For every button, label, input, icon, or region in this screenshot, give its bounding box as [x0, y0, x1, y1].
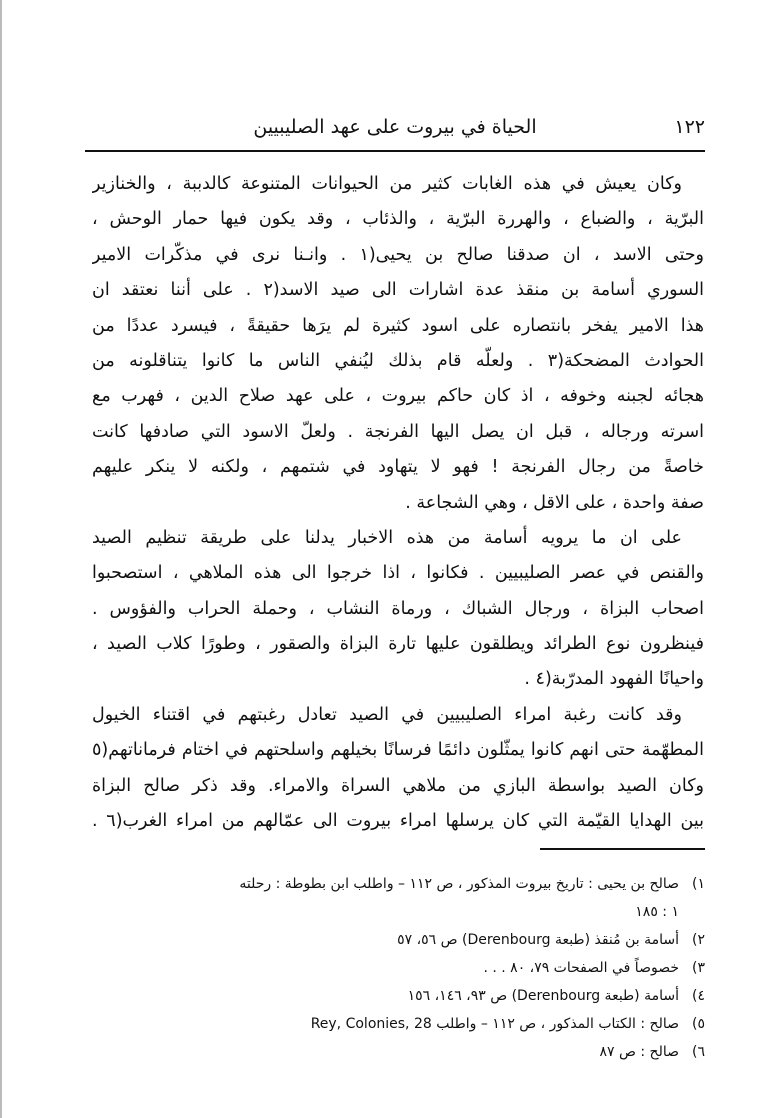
body-line: هجائه لجبنه وخوفه ، اذ كان حاكم بيروت ، على عهد صلاح الدين ، فهرب مع [92, 386, 704, 407]
footnote-number: ٦) [692, 1044, 705, 1060]
body-line: السوري أسامة بن منقذ عدة اشارات الى صيد الاسد(٢ . على أننا نعتقد ان [92, 280, 704, 301]
footnote-number: ٥) [692, 1016, 705, 1032]
body-line: المطهّمة حتى انهم كانوا يمثّلون دائمًا فرسانًا بخيلهم واسلحتهم في اختام فرماناتهم(٥ [92, 740, 704, 761]
body-line: وحتى الاسد ، ان صدقنا صالح بن يحيى(١ . وانـنا نرى في مذكّرات الامير [92, 244, 704, 265]
header-rule [85, 150, 705, 152]
body-line: هذا الامير يفخر بانتصاره على اسود كثيرة لم يرَها حقيقةً ، فيسرد عددًا من [92, 315, 704, 336]
footnote-text: صالح بن يحيى : تاريخ بيروت المذكور ، ص ١١٢ – واطلب ابن بطوطة : رحلته [239, 876, 679, 892]
page-number: ١٢٢ [674, 116, 705, 138]
footnote-text: خصوصاً في الصفحات ٧٩، ٨٠ . . . [483, 960, 679, 976]
scan-edge [0, 0, 2, 1118]
footnote-continuation: ١ : ١٨٥ [635, 904, 679, 920]
body-line: وكان يعيش في هذه الغابات كثير من الحيوانات المتنوعة كالدببة ، والخنازير [92, 174, 682, 194]
running-header [85, 116, 705, 144]
footnote-text: صالح : الكتاب المذكور ، ص ١١٢ – واطلب Rey, Colonies, 28 [310, 1016, 679, 1032]
body-line: بين الهدايا القيّمة التي كان يرسلها امراء بيروت الى عمّالهم من امراء الغرب(٦ . [92, 811, 704, 832]
footnote [85, 1038, 705, 1066]
footnote-text: صالح : ص ٨٧ [599, 1044, 679, 1060]
body-line: صفة واحدة ، على الاقل ، وهي الشجاعة . [405, 492, 704, 513]
footnote-number: ٢) [692, 932, 705, 948]
footnote-number: ٤) [692, 988, 705, 1004]
body-line: والقنص في عصر الصليبيين . فكانوا ، اذا خرجوا الى هذه الملاهي ، استصحبوا [92, 563, 704, 584]
body-line: الحوادث المضحكة(٣ . ولعلّه قام بذلك ليُنفي الناس ما كانوا يتناقلونه من [92, 350, 704, 371]
body-line: واحيانًا الفهود المدرّبة(٤ . [524, 669, 704, 690]
footnotes [85, 870, 705, 1066]
footnote [85, 982, 705, 1010]
body-line: اصحاب البزاة ، ورجال الشباك ، ورماة النشاب ، وحملة الحراب والفؤوس . [92, 598, 704, 619]
body-line: فينظرون نوع الطرائد ويطلقون عليها تارة البزاة والصقور ، وطورًا كلاب الصيد ، [92, 634, 704, 655]
running-title: الحياة في بيروت على عهد الصليبيين [253, 116, 537, 138]
footnote-rule [540, 848, 705, 850]
footnote [85, 870, 705, 898]
footnote-number: ٣) [692, 960, 705, 976]
footnote [85, 926, 705, 954]
body-line: خاصةً من رجال الفرنجة ! فهو لا يتهاود في شتمهم ، ولكنه لا ينكر عليهم [92, 457, 704, 478]
footnote-number: ١) [692, 876, 705, 892]
body-text [92, 167, 704, 839]
body-line: اسرته ورجاله ، قبل ان يصل اليها الفرنجة . ولعلّ الاسود التي صادفها كانت [92, 421, 704, 442]
body-line: على ان ما يرويه أسامة من هذه الاخبار يدلنا على طريقة تنظيم الصيد [92, 527, 682, 548]
footnote [85, 1010, 705, 1038]
body-line: البرّية ، والضباع ، والهررة البرّية ، والذئاب ، وقد يكون فيها حمار الوحش ، [92, 209, 704, 230]
footnote-text: أسامة (طبعة Derenbourg) ص ٩٣، ١٤٦، ١٥٦ [407, 988, 679, 1004]
footnote-text: أسامة بن مُنقذ (طبعة Derenbourg) ص ٥٦، ٥٧ [397, 932, 679, 948]
body-line: وقد كانت رغبة امراء الصليبيين في الصيد تعادل رغبتهم في اقتناء الخيول [92, 704, 682, 725]
body-line: وكان الصيد بواسطة البازي من ملاهي السراة والامراء. وقد ذكر صالح البزاة [92, 775, 704, 796]
footnote [85, 954, 705, 982]
